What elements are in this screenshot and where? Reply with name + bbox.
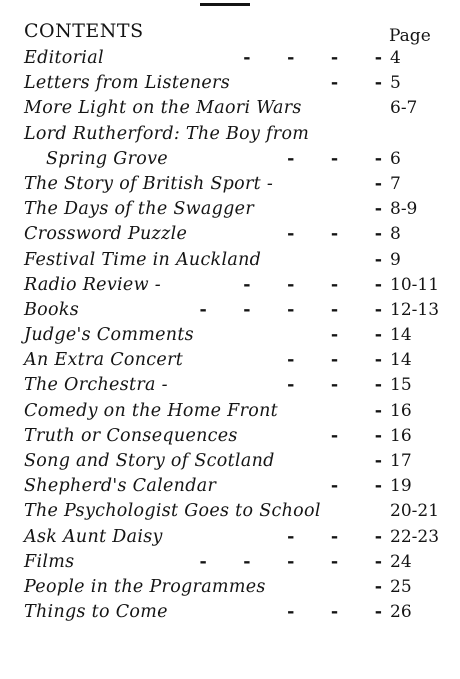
toc-entry[interactable] xyxy=(22,172,446,197)
toc-entry-page: 22-23 xyxy=(390,526,440,547)
toc-entry-title: Ask Aunt Daisy xyxy=(24,526,163,547)
toc-entry-leader: - xyxy=(374,576,382,597)
toc-entry-title: Letters from Listeners xyxy=(24,73,231,94)
toc-entry-leader: - - - xyxy=(287,148,382,169)
toc-entry-leader: - - - xyxy=(287,602,382,623)
toc-entry-page: 5 xyxy=(390,73,401,94)
toc-entry-leader: - - - xyxy=(287,224,382,245)
toc-entry-page: 10-11 xyxy=(390,274,440,295)
toc-entry-title: Judge's Comments xyxy=(24,325,194,346)
toc-entry[interactable] xyxy=(22,525,446,550)
toc-entry-leader: - xyxy=(374,400,382,421)
toc-entry[interactable] xyxy=(22,273,446,298)
toc-entry-page: 12-13 xyxy=(390,299,440,320)
toc-entry-title: More Light on the Maori Wars xyxy=(24,98,302,119)
toc-entry-page: 26 xyxy=(390,602,412,623)
toc-entry-title: The Days of the Swagger xyxy=(24,199,254,220)
toc-entry[interactable] xyxy=(22,373,446,398)
toc-entry-leader: - - xyxy=(330,476,382,497)
toc-entry-leader: - xyxy=(374,451,382,472)
toc-entry-leader: - xyxy=(374,249,382,270)
toc-entry[interactable] xyxy=(22,424,446,449)
toc-entry-leader: - xyxy=(374,173,382,194)
toc-entry-title: Truth or Consequences xyxy=(24,425,238,446)
toc-entry-leader: - - - - xyxy=(243,274,382,295)
toc-entry-page: 19 xyxy=(390,476,412,497)
toc-entry[interactable] xyxy=(22,449,446,474)
toc-entry-leader: - - xyxy=(330,325,382,346)
contents-header xyxy=(22,20,446,46)
toc-entry-page: 14 xyxy=(390,350,412,371)
toc-entry-page: 14 xyxy=(390,325,412,346)
toc-entry[interactable] xyxy=(22,399,446,424)
toc-entry-title: Films xyxy=(24,551,75,572)
toc-entry-page: 8 xyxy=(390,224,401,245)
toc-entry-page: 20-21 xyxy=(390,501,440,522)
toc-entry-title: People in the Programmes xyxy=(24,576,266,597)
toc-entry-leader: - - - - xyxy=(243,48,382,68)
toc-entry-title: The Orchestra - xyxy=(24,375,168,396)
toc-entry-title: An Extra Concert xyxy=(24,350,184,371)
toc-entry-page: 16 xyxy=(390,425,412,446)
toc-entry[interactable] xyxy=(22,197,446,222)
toc-entry-leader: - - - xyxy=(287,375,382,396)
toc-entry-page: 17 xyxy=(390,451,412,472)
top-rule xyxy=(200,3,250,6)
toc-entry[interactable] xyxy=(22,600,446,625)
toc-entry-title: Shepherd's Calendar xyxy=(24,476,217,497)
toc-entry-page: 6-7 xyxy=(390,98,418,119)
toc-list xyxy=(22,46,446,625)
toc-entry-title: The Psychologist Goes to School xyxy=(24,501,321,522)
toc-entry-leader: - - xyxy=(330,425,382,446)
toc-entry-page: 8-9 xyxy=(390,199,418,220)
toc-entry-page: 7 xyxy=(390,173,401,194)
toc-entry[interactable] xyxy=(22,122,446,172)
toc-entry-page: 24 xyxy=(390,551,412,572)
toc-entry-page: 15 xyxy=(390,375,412,396)
toc-entry-page: 9 xyxy=(390,249,401,270)
toc-entry-leader: - - - xyxy=(287,526,382,547)
toc-entry[interactable] xyxy=(22,323,446,348)
toc-entry[interactable] xyxy=(22,222,446,247)
toc-entry-page: 4 xyxy=(390,48,401,68)
toc-entry-title: Things to Come xyxy=(24,602,168,623)
toc-entry[interactable] xyxy=(22,46,446,71)
toc-entry-title: The Story of British Sport - xyxy=(24,173,274,194)
toc-entry[interactable] xyxy=(22,248,446,273)
toc-entry-title-line2: Spring Grove xyxy=(46,148,168,169)
toc-entry-title: Comedy on the Home Front xyxy=(24,400,278,421)
toc-entry[interactable] xyxy=(22,474,446,499)
toc-entry-title: Books xyxy=(24,299,80,320)
toc-entry-page: 16 xyxy=(390,400,412,421)
toc-entry-title-line1: Lord Rutherford: The Boy from xyxy=(24,123,310,144)
toc-entry[interactable] xyxy=(22,71,446,96)
contents-title: CONTENTS xyxy=(24,20,144,42)
toc-entry[interactable] xyxy=(22,298,446,323)
page-column-label: Page xyxy=(389,26,431,46)
toc-entry[interactable] xyxy=(22,348,446,373)
toc-entry[interactable] xyxy=(22,96,446,121)
toc-entry-leader: - xyxy=(374,199,382,220)
toc-entry[interactable] xyxy=(22,499,446,524)
toc-entry-leader: - - - xyxy=(287,350,382,371)
toc-entry-title: Song and Story of Scotland xyxy=(24,451,275,472)
toc-entry-leader: - - - - - xyxy=(199,299,382,320)
toc-entry-title: Festival Time in Auckland xyxy=(24,249,262,270)
toc-entry[interactable] xyxy=(22,575,446,600)
toc-entry-page: 6 xyxy=(390,148,401,169)
toc-entry-title xyxy=(24,122,309,172)
toc-entry-title: Crossword Puzzle xyxy=(24,224,188,245)
contents-page xyxy=(22,20,446,625)
toc-entry-leader: - - - - - xyxy=(199,551,382,572)
toc-entry-title: Editorial xyxy=(24,48,104,68)
toc-entry-page: 25 xyxy=(390,576,412,597)
toc-entry-title: Radio Review - xyxy=(24,274,161,295)
toc-entry[interactable] xyxy=(22,550,446,575)
toc-entry-leader: - - xyxy=(330,73,382,94)
